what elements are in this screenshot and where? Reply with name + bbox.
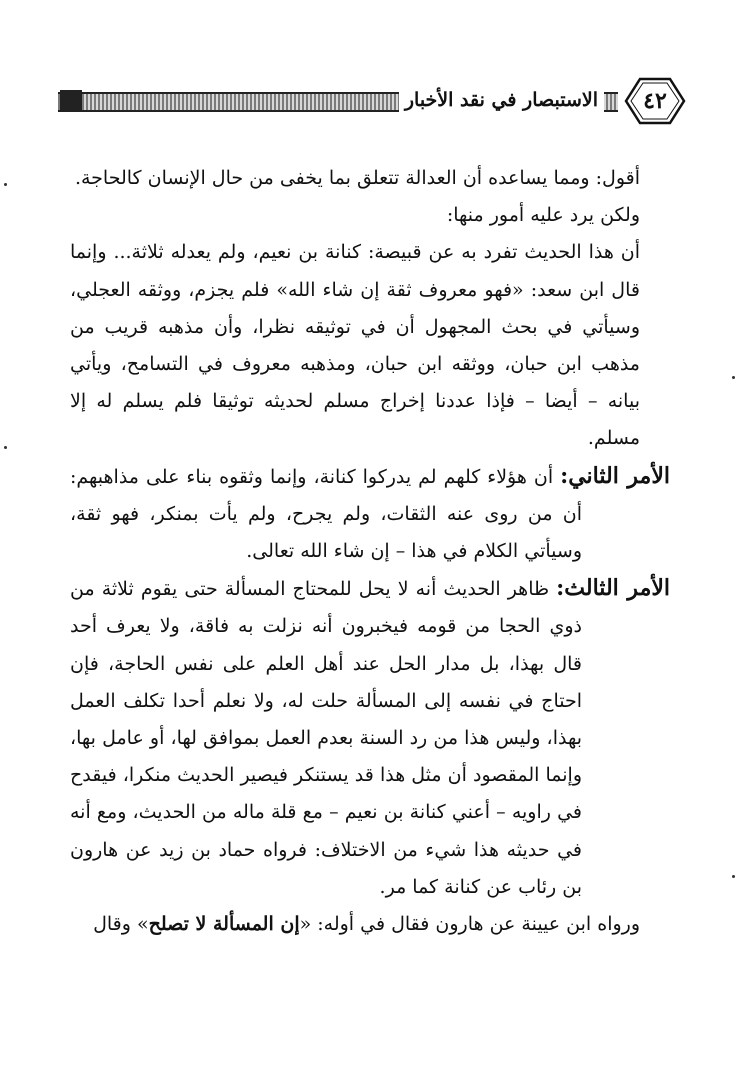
- scan-speck: [4, 183, 7, 186]
- paragraph-3: أن هذا الحديث تفرد به عن قبيصة: كنانة بن نعيم، ولم يعدله ثلاثة... وإنما قال ابن سعد: «فهو معروف ثقة إن شاء الله» فلم يجزم، ووثقه العجلي، وسيأتي في بحث المجهول أن في توثيقه نظرا، وأن مذهبه قريب من مذهب ابن حبان، ووثقه ابن حبان، ومذهبه معروف في التسامح، ويأتي بيانه – أيضا – فإذا عددنا إخراج مسلم لحديثه توثيقا فلم يسلم له إلا مسلم.: [70, 241, 640, 450]
- scan-speck: [732, 376, 735, 379]
- scan-speck: [4, 446, 7, 449]
- third-matter-text: ظاهر الحديث أنه لا يحل للمحتاج المسألة حتى يقوم ثلاثة من ذوي الحجا من قومه فيخبرون أنه نزلت به فاقة، ولا يعرف أحد قال بهذا، بل مدار الحل عند أهل العلم على نفس الحاجة، فإن احتاج في نفسه إلى المسألة حلت له، ولا نعلم أحدا تكلف العمل بهذا، وليس هذا من رد السنة بعدم العمل بموافق لها، أو عامل بها، وإنما المقصود أن مثل هذا قد يستنكر فيصير الحديث منكرا، فيقدح في راويه – أعني كنانة بن نعيم – مع قلة ماله من الحديث، ومع أنه في حديثه هذا شيء من الاختلاف: فرواه حماد بن زيد عن هارون بن رئاب عن كنانة كما مر.: [70, 578, 582, 898]
- paragraph-second-matter: [70, 458, 670, 571]
- page-header: [58, 80, 688, 122]
- third-matter-heading: الأمر الثالث:: [556, 575, 671, 602]
- page-body: [70, 160, 670, 943]
- second-matter-heading: الأمر الثاني:: [560, 462, 670, 489]
- paragraph-2: ولكن يرد عليه أمور منها:: [446, 204, 640, 227]
- scan-speck: [732, 875, 735, 878]
- paragraph-6: [70, 906, 670, 943]
- page-number-badge: [622, 76, 688, 126]
- paragraph-third-matter: [70, 570, 670, 906]
- paragraph-6-end: » وقال: [93, 913, 149, 936]
- quoted-phrase: إن المسألة لا تصلح: [148, 913, 300, 936]
- paragraph-6-start: ورواه ابن عيينة عن هارون فقال في أوله: «: [299, 913, 640, 936]
- second-matter-text: أن هؤلاء كلهم لم يدركوا كنانة، وإنما وثقوه بناء على مذاهبهم: أن من روى عنه الثقات، ولم يجرح، ولم يأت بمنكر، فهو ثقة، وسيأتي الكلام في هذا – إن شاء الله تعالى.: [70, 465, 582, 563]
- running-title: الاستبصار في نقد الأخبار: [399, 86, 604, 114]
- header-square-ornament: [60, 90, 82, 110]
- page-number: ٤٢: [643, 88, 667, 114]
- paragraph-1: أقول: ومما يساعده أن العدالة تتعلق بما يخفى من حال الإنسان كالحاجة.: [74, 167, 640, 189]
